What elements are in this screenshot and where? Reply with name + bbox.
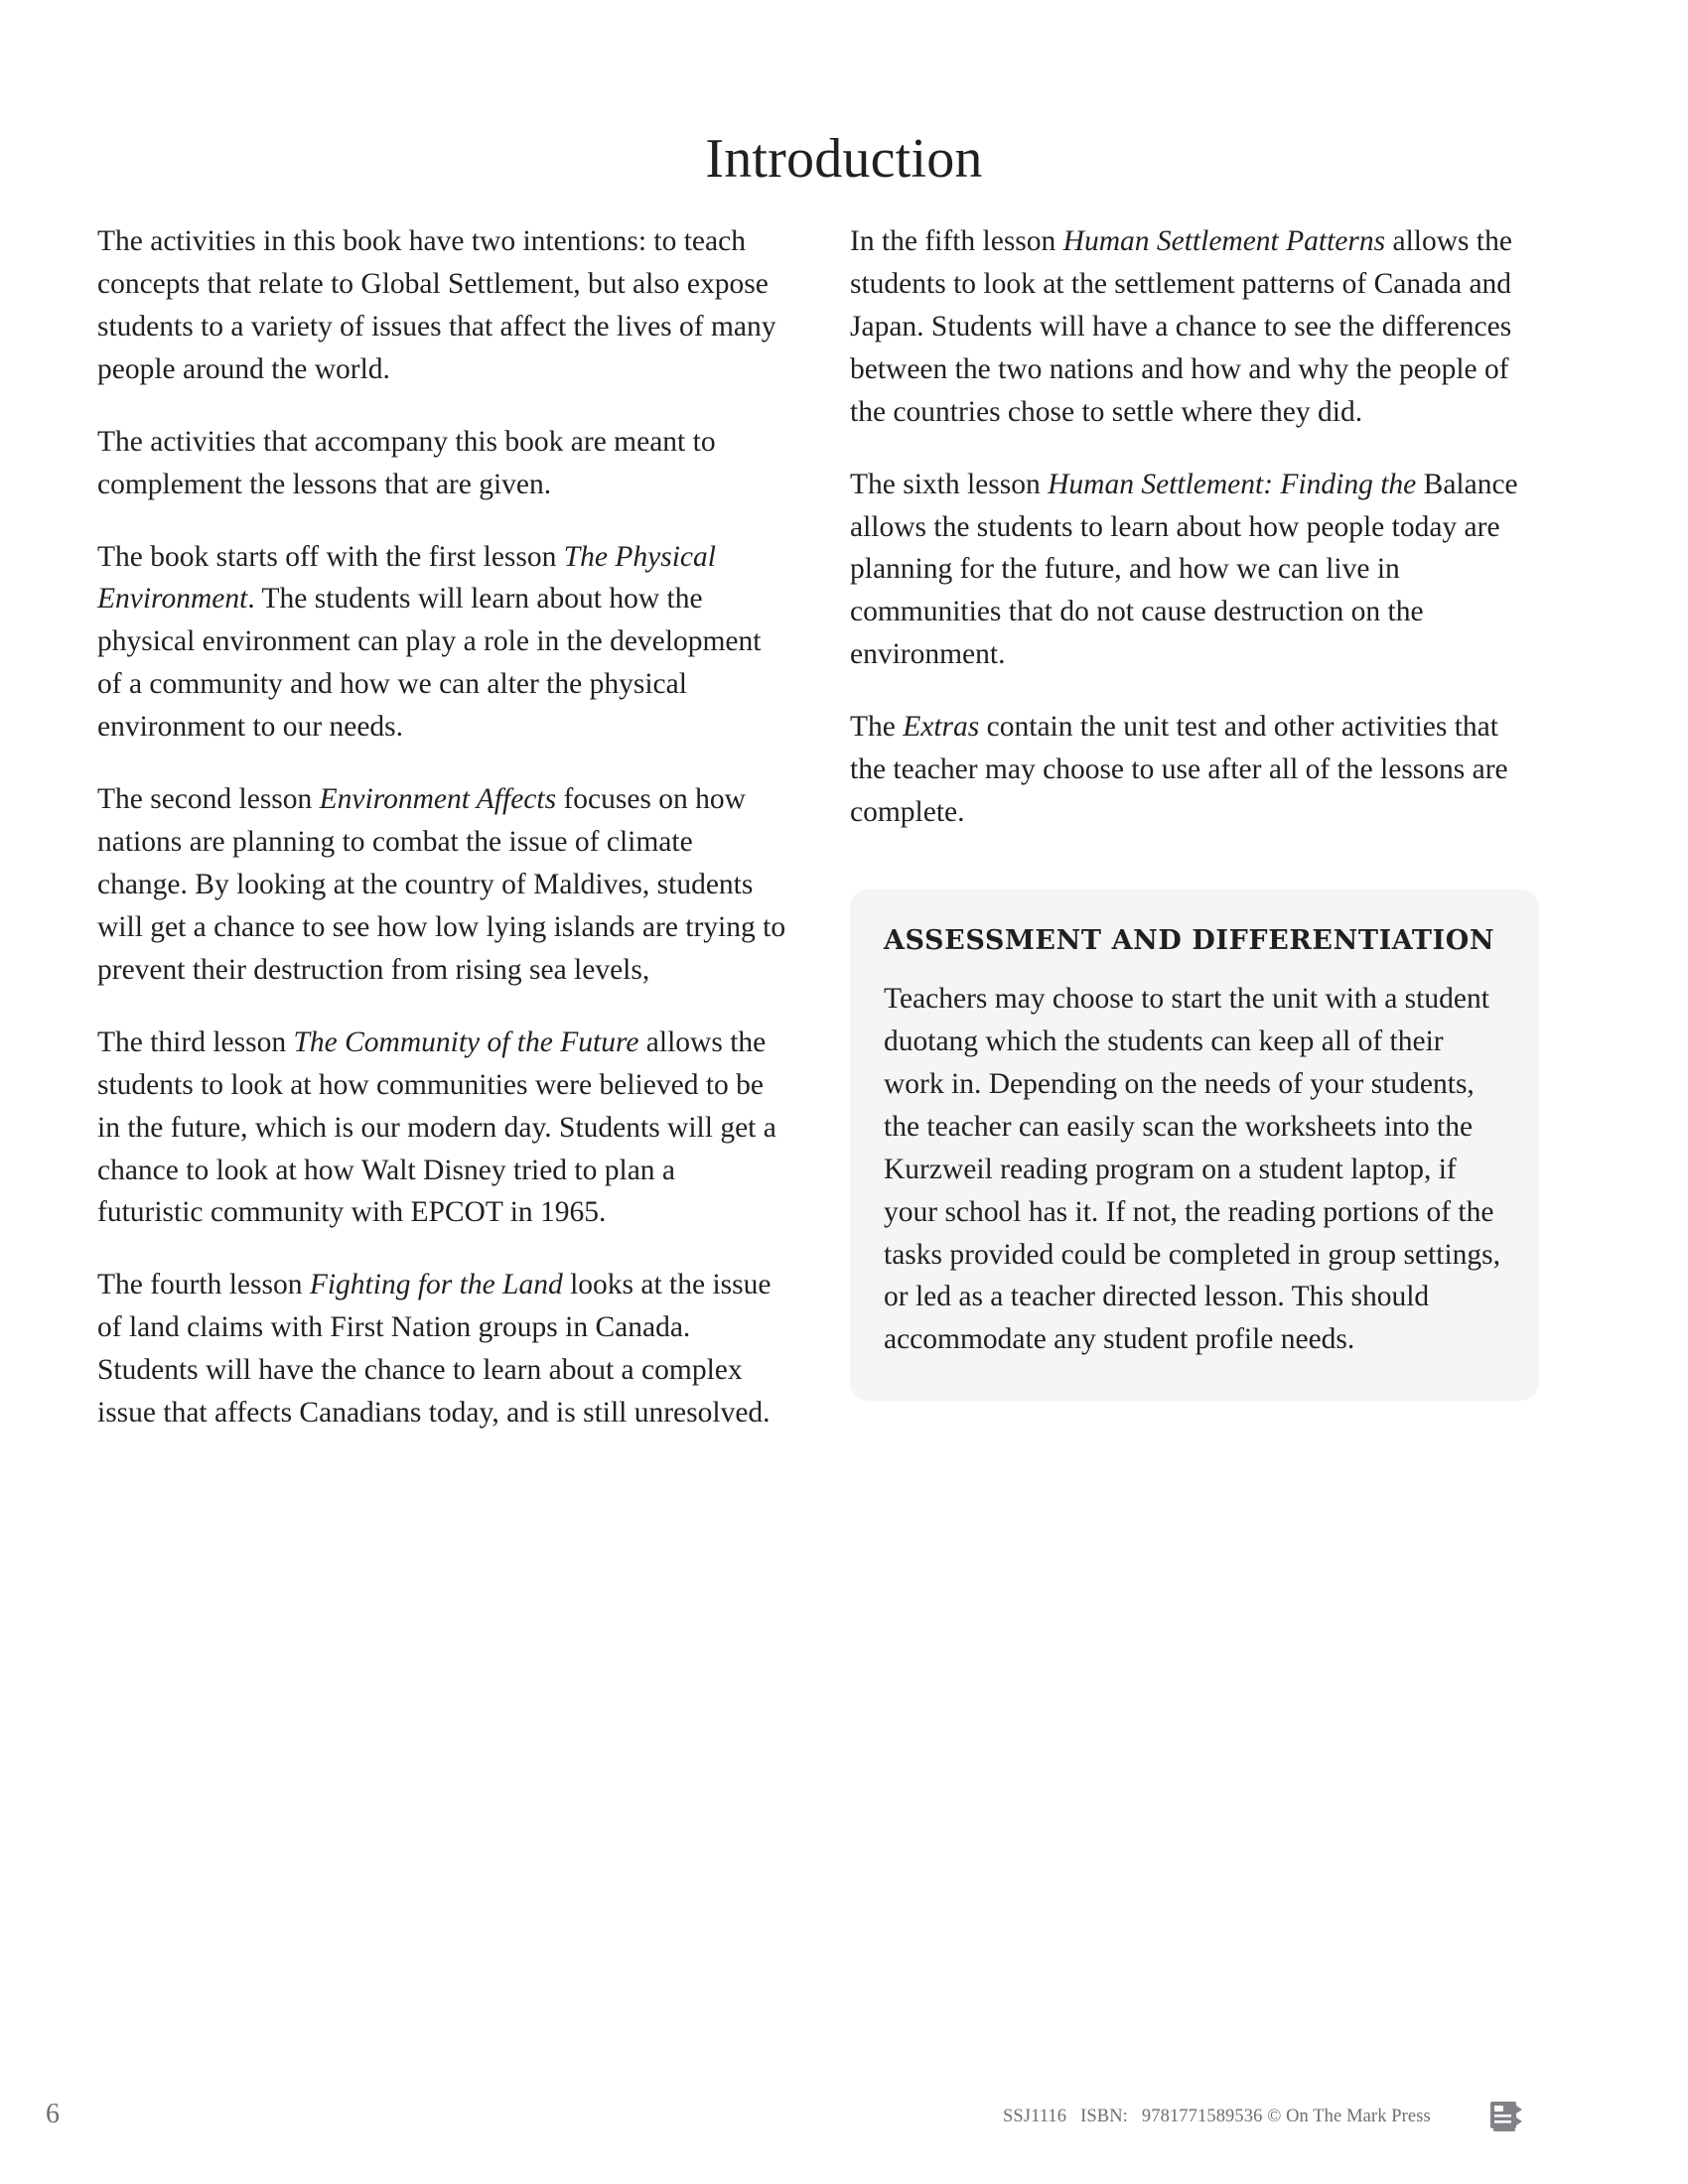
body-text-run: Balance allows the students to learn about how people today are planning for the future, and how we can live in communities that do not cause destruction on the environment. bbox=[850, 468, 1518, 671]
lesson-title-italic: Extras bbox=[903, 711, 980, 744]
body-text-run: The bbox=[850, 711, 904, 744]
p-extras bbox=[850, 706, 1539, 834]
two-column-body bbox=[97, 220, 1539, 1434]
body-text-run: The activities that accompany this book are meant to complement the lessons that are given. bbox=[97, 425, 716, 500]
callout-body-text: Teachers may choose to start the unit with a student duotang which the students can keep all of their work in. Depending on the needs of your students, the teacher can easily scan the worksheets into the Kurzweil reading program on a student laptop, if your school has it. If not, the reading portions of the tasks provided could be completed in group settings, or led as a teacher directed lesson. This should accommodate any student profile needs. bbox=[884, 983, 1501, 1356]
footer-copyright: © On The Mark Press bbox=[1267, 2107, 1431, 2126]
body-text-run: allows the students to look at the settlement patterns of Canada and Japan. Students will have a chance to see the differences between the two nations and how and why the people of the countries chose to settle where they did. bbox=[850, 225, 1512, 428]
body-text-run: allows the students to look at how communities were believed to be in the future, which is our modern day. Students will get a chance to look at how Walt Disney tried to plan a futuristic community with EPCOT in 1965. bbox=[97, 1025, 776, 1229]
p-lesson-6 bbox=[850, 464, 1539, 677]
page-number: 6 bbox=[46, 2099, 60, 2129]
lesson-title-italic: Human Settlement Patterns bbox=[1062, 225, 1386, 257]
lesson-title-italic: Fighting for the Land bbox=[309, 1269, 563, 1301]
p-lesson-3 bbox=[97, 1022, 786, 1235]
body-text-run: In the fifth lesson bbox=[850, 225, 1063, 257]
body-text-run: The sixth lesson bbox=[850, 468, 1049, 500]
callout-heading: ASSESSMENT AND DIFFERENTIATION bbox=[884, 924, 1495, 956]
p-lesson-2 bbox=[97, 778, 786, 992]
lesson-title-italic: Human Settlement: Finding the bbox=[1048, 468, 1417, 500]
p-lesson-5 bbox=[850, 220, 1539, 434]
page-title: Introduction bbox=[705, 127, 983, 190]
body-text-run: The book starts off with the first lesson bbox=[97, 540, 564, 573]
book-logo-icon bbox=[1488, 2097, 1526, 2136]
assessment-callout-box bbox=[850, 889, 1539, 1401]
lesson-title-italic: The Physical Environment bbox=[97, 540, 716, 615]
right-column bbox=[850, 220, 1539, 1401]
footer-isbn-label: ISBN: bbox=[1080, 2107, 1128, 2126]
body-text-run: The activities in this book have two intentions: to teach concepts that relate to Global Settlement, but also expose students to a variety of issues that affect the lives of many people around the world. bbox=[97, 225, 776, 385]
footer-isbn-value: 9781771589536 bbox=[1141, 2107, 1263, 2126]
left-column-paragraphs bbox=[97, 220, 786, 1434]
body-text-run: . The students will learn about how the physical environment can play a role in the development of a community and how we can alter the physical environment to our needs. bbox=[97, 583, 762, 744]
body-text-run: focuses on how nations are planning to combat the issue of climate change. By looking at the country of Maldives, students will get a chance to see how low lying islands are trying to prevent their destruction from rising sea levels, bbox=[97, 783, 786, 986]
p-lesson-1 bbox=[97, 536, 786, 750]
body-text-run: The fourth lesson bbox=[97, 1269, 310, 1301]
body-text-run: The second lesson bbox=[97, 783, 320, 816]
lesson-title-italic: The Community of the Future bbox=[293, 1025, 639, 1058]
footer-credit bbox=[1003, 2107, 1529, 2127]
left-column bbox=[97, 220, 786, 1434]
body-text-run: looks at the issue of land claims with First Nation groups in Canada. Students will have the chance to learn about a complex issue that affects Canadians today, and is still unresolved. bbox=[97, 1269, 772, 1430]
body-text-run: contain the unit test and other activities that the teacher may choose to use after all of the lessons are complete. bbox=[850, 711, 1508, 829]
p-complement bbox=[97, 421, 786, 506]
right-column-paragraphs bbox=[850, 220, 1539, 834]
footer-product-code: SSJ1116 bbox=[1003, 2107, 1067, 2126]
p-lesson-4 bbox=[97, 1264, 786, 1434]
body-text-run: The third lesson bbox=[97, 1025, 294, 1058]
p-intentions bbox=[97, 220, 786, 391]
lesson-title-italic: Environment Affects bbox=[319, 783, 557, 816]
